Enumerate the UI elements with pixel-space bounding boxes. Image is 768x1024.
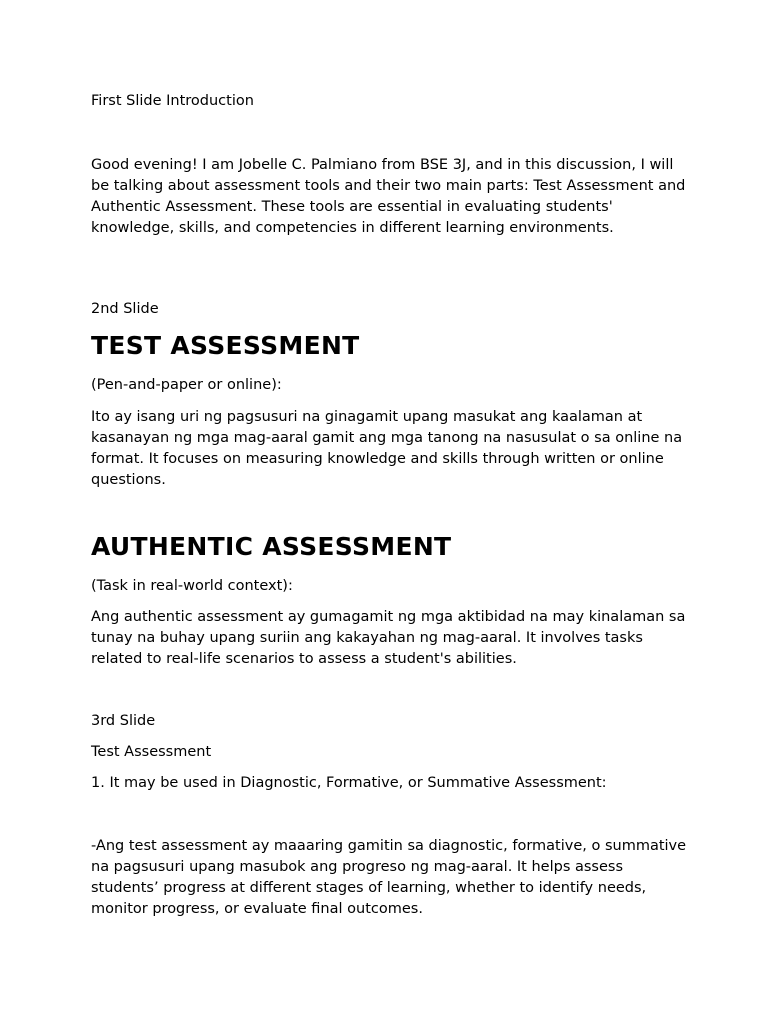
intro-paragraph: Good evening! I am Jobelle C. Palmiano from BSE 3J, and in this discussion, I will be talking about assessment tools and their two main parts: Test Assessment and Authentic Assessment. These tools are essential in evaluating students' knowledge, skills, and competencies in different learning environments.: [91, 157, 686, 236]
authentic-assessment-heading: AUTHENTIC ASSESSMENT: [91, 532, 452, 561]
test-assessment-heading: TEST ASSESSMENT: [91, 331, 360, 360]
slide3-point-1: 1. It may be used in Diagnostic, Formative, or Summative Assessment:: [91, 775, 607, 791]
test-assessment-subtitle: (Pen-and-paper or online):: [91, 377, 282, 393]
slide3-point-1-paragraph: -Ang test assessment ay maaaring gamitin sa diagnostic, formative, o summative na pagsusuri upang masubok ang progreso ng mag-aaral. It helps assess students’ progress at different stages of learning, whether to identify needs, monitor progress, or evaluate final outcomes.: [91, 838, 687, 917]
authentic-assessment-subtitle: (Task in real-world context):: [91, 578, 293, 594]
slide2-label: 2nd Slide: [91, 301, 159, 317]
test-assessment-paragraph: Ito ay isang uri ng pagsusuri na ginagamit upang masukat ang kaalaman at kasanayan ng mga mag-aaral gamit ang mga tanong na nasusulat o sa online na format. It focuses on measuring knowledge and skills through written or online questions.: [91, 409, 683, 488]
slide3-title: Test Assessment: [91, 744, 212, 760]
slide3-label: 3rd Slide: [91, 713, 156, 729]
intro-label: First Slide Introduction: [91, 93, 254, 109]
authentic-assessment-paragraph: Ang authentic assessment ay gumagamit ng mga aktibidad na may kinalaman sa tunay na buhay upang suriin ang kakayahan ng mag-aaral. It involves tasks related to real-life scenarios to assess a student's abilities.: [91, 609, 686, 667]
